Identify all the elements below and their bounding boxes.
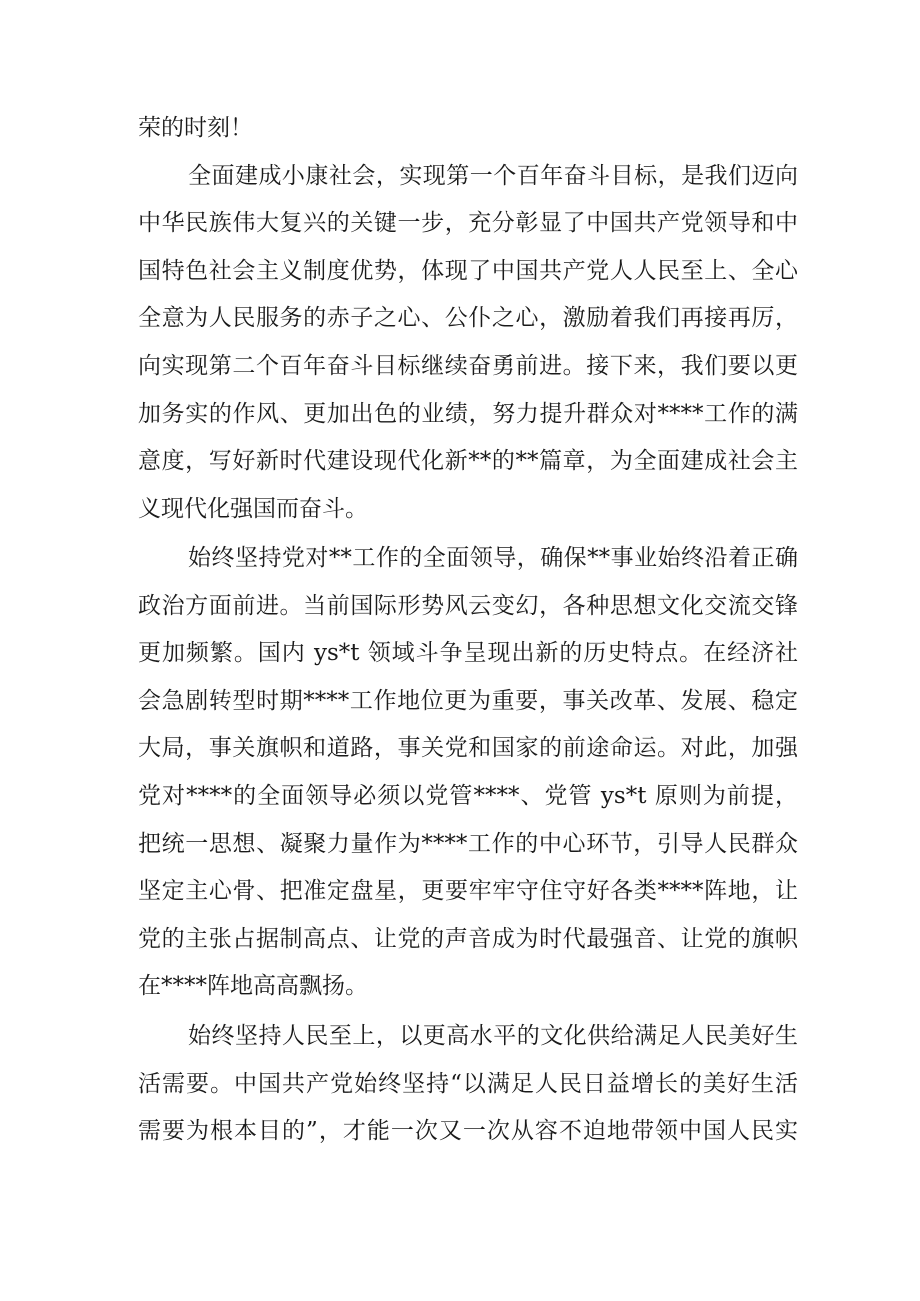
paragraph-1-line-8: 义现代化强国而奋斗。 [138, 496, 368, 522]
paragraph-1-line-5: 向实现第二个百年奋斗目标继续奋勇前进。接下来，我们要以更 [138, 353, 798, 379]
paragraph-2-line-7: 把统一思想、凝聚力量作为****工作的中心环节，引导人民群众 [138, 831, 798, 857]
paragraph-2-line-6: 党对****的全面领导必须以党管****、党管 ys*t 原则为前提， [138, 783, 798, 809]
paragraph-2-line-8: 坚定主心骨、把准定盘星，更要牢牢守住守好各类****阵地，让 [138, 878, 798, 904]
paragraph-2-line-2: 政治方面前进。当前国际形势风云变幻，各种思想文化交流交锋 [138, 593, 798, 619]
paragraph-1-line-4: 全意为人民服务的赤子之心、公仆之心，激励着我们再接再厉， [138, 305, 798, 331]
paragraph-3-line-3: 需要为根本目的”，才能一次又一次从容不迫地带领中国人民实 [138, 1118, 798, 1144]
paragraph-2-line-4: 会急剧转型时期****工作地位更为重要，事关改革、发展、稳定 [138, 688, 798, 714]
paragraph-2-line-1: 始终坚持党对**工作的全面领导，确保**事业始终沿着正确 [188, 545, 798, 571]
paragraph-2-line-9: 党的主张占据制高点、让党的声音成为时代最强音、让党的旗帜 [138, 926, 798, 952]
paragraph-2-line-3: 更加频繁。国内 ys*t 领域斗争呈现出新的历史特点。在经济社 [138, 640, 798, 666]
paragraph-1-line-6: 加务实的作风、更加出色的业绩，努力提升群众对****工作的满 [138, 401, 798, 427]
paragraph-3-line-2: 活需要。中国共产党始终坚持“以满足人民日益增长的美好生活 [138, 1071, 798, 1097]
text-line-1: 荣的时刻！ [138, 115, 253, 141]
paragraph-2-line-5: 大局，事关旗帜和道路，事关党和国家的前途命运。对此，加强 [138, 735, 798, 761]
paragraph-1-line-2: 中华民族伟大复兴的关键一步，充分彰显了中国共产党领导和中 [138, 210, 798, 236]
paragraph-1-line-3: 国特色社会主义制度优势，体现了中国共产党人人民至上、全心 [138, 258, 798, 284]
paragraph-1-line-7: 意度，写好新时代建设现代化新**的**篇章，为全面建成社会主 [138, 448, 798, 474]
paragraph-2-line-10: 在****阵地高高飘扬。 [138, 973, 368, 999]
paragraph-3-line-1: 始终坚持人民至上，以更高水平的文化供给满足人民美好生 [188, 1023, 798, 1049]
paragraph-1-line-1: 全面建成小康社会，实现第一个百年奋斗目标，是我们迈向 [188, 163, 798, 189]
